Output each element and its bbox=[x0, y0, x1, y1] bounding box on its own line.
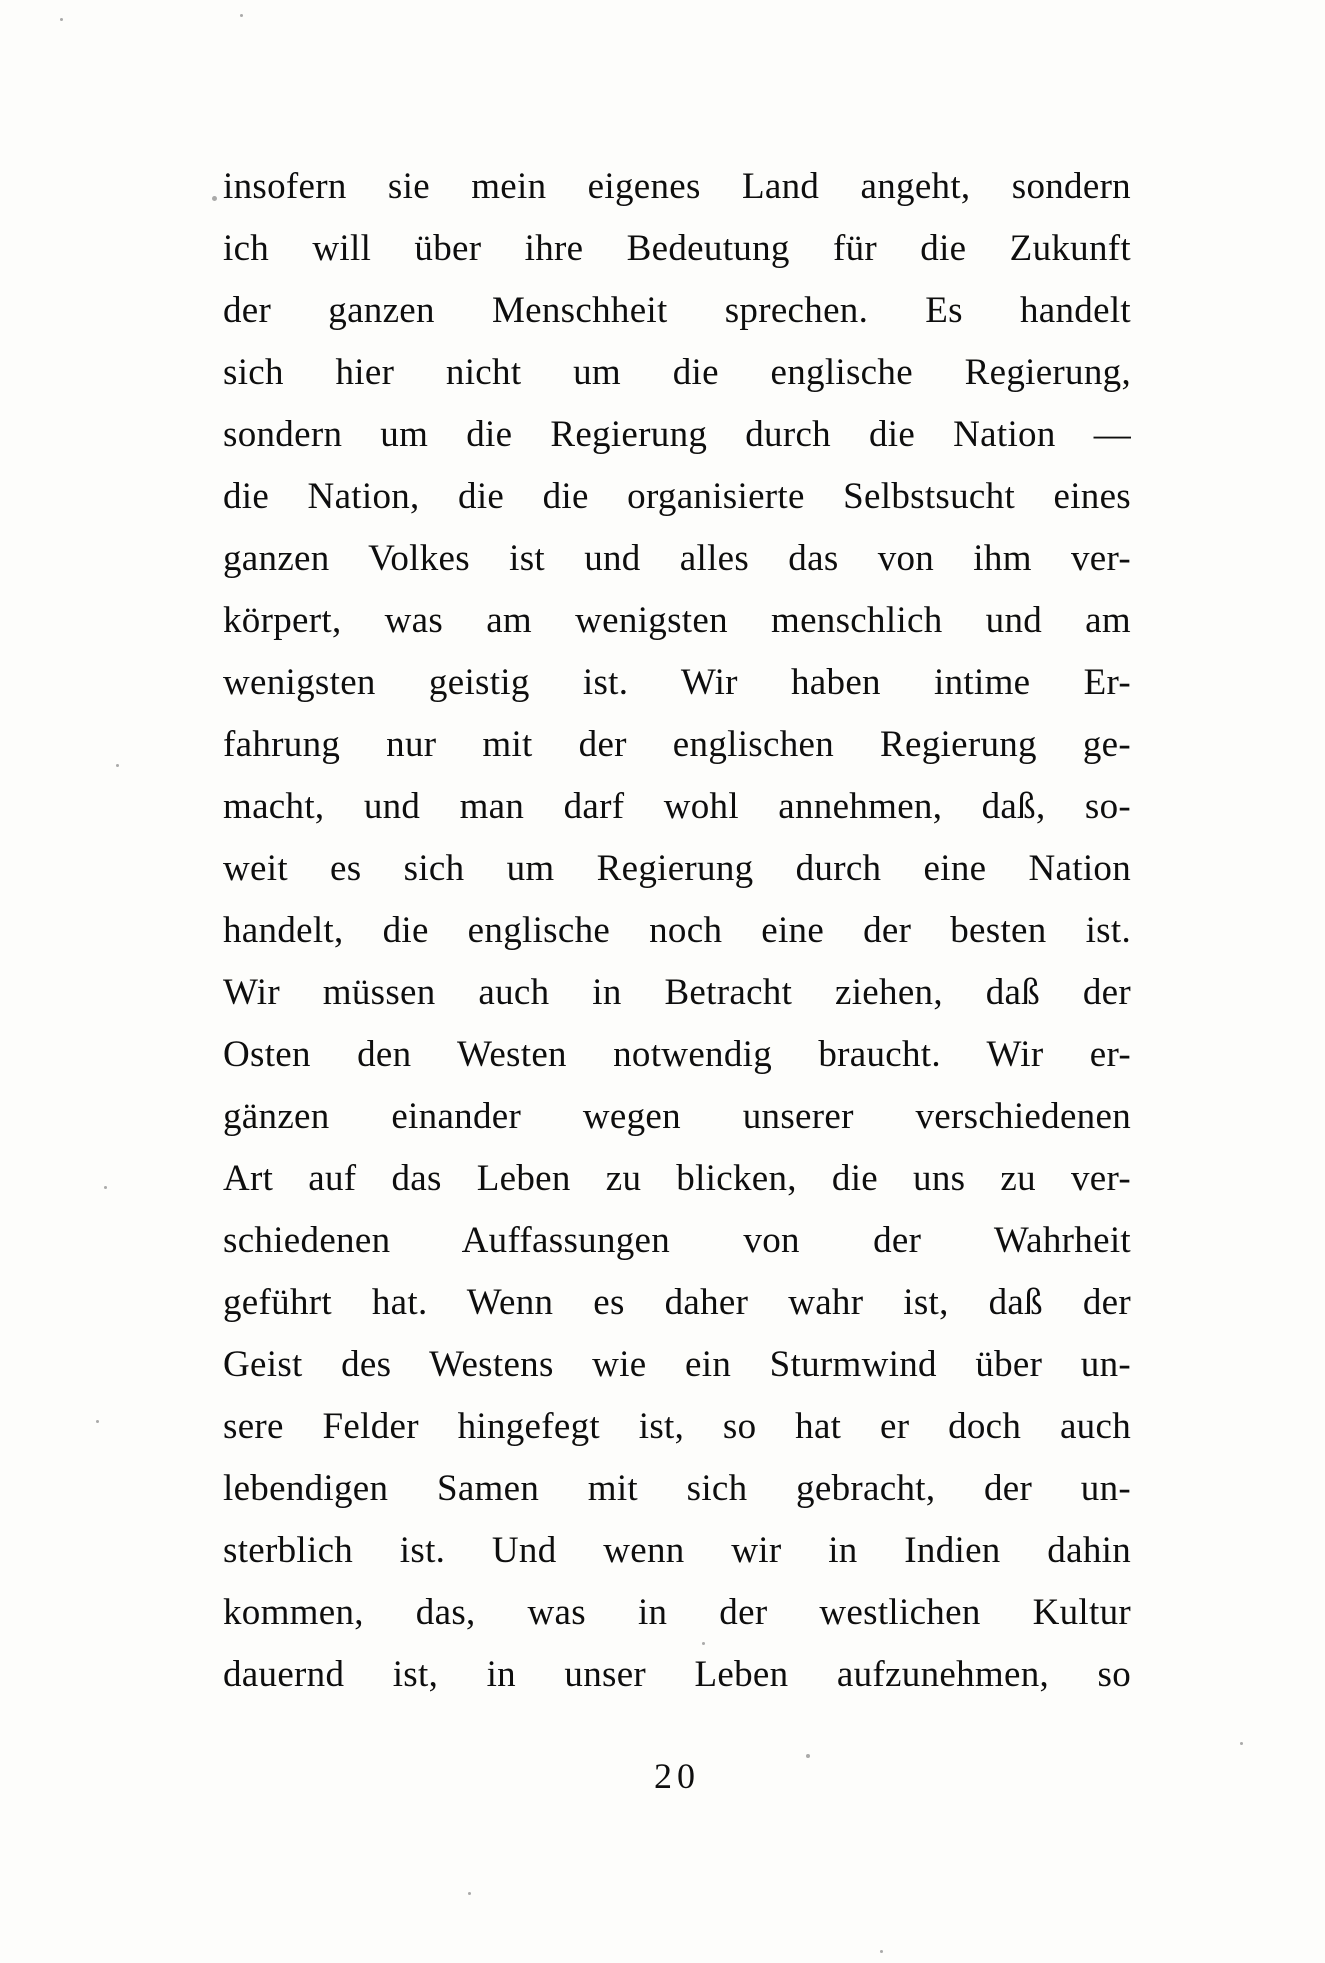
text-line: sere Felder hingefegt ist, so hat er doch auch bbox=[223, 1406, 1131, 1447]
text-line: weit es sich um Regierung durch eine Nation bbox=[223, 848, 1131, 889]
text-line: dauernd ist, in unser Leben aufzunehmen, so bbox=[223, 1654, 1131, 1695]
text-line: der ganzen Menschheit sprechen. Es handelt bbox=[223, 290, 1131, 331]
text-line: fahrung nur mit der englischen Regierung ge- bbox=[223, 724, 1131, 765]
page-number: 20 bbox=[654, 1756, 700, 1796]
text-line: gänzen einander wegen unserer verschiedenen bbox=[223, 1096, 1131, 1137]
text-line: Geist des Westens wie ein Sturmwind über un- bbox=[223, 1344, 1131, 1385]
text-line: wenigsten geistig ist. Wir haben intime Er- bbox=[223, 662, 1131, 703]
text-line: lebendigen Samen mit sich gebracht, der un- bbox=[223, 1468, 1131, 1509]
text-line: sondern um die Regierung durch die Nation — bbox=[223, 414, 1131, 455]
text-line: insofern sie mein eigenes Land angeht, sondern bbox=[223, 166, 1131, 207]
text-line: ich will über ihre Bedeutung für die Zukunft bbox=[223, 228, 1131, 269]
scan-speck bbox=[116, 764, 119, 767]
text-line: kommen, das, was in der westlichen Kultur bbox=[223, 1592, 1131, 1633]
scan-speck bbox=[702, 1642, 705, 1645]
scan-speck bbox=[96, 1420, 99, 1423]
text-line: handelt, die englische noch eine der besten ist. bbox=[223, 910, 1131, 951]
text-line: macht, und man darf wohl annehmen, daß, so- bbox=[223, 786, 1131, 827]
text-line: Osten den Westen notwendig braucht. Wir er- bbox=[223, 1034, 1131, 1075]
text-line: geführt hat. Wenn es daher wahr ist, daß der bbox=[223, 1282, 1131, 1323]
text-line: ganzen Volkes ist und alles das von ihm ver- bbox=[223, 538, 1131, 579]
text-line: Wir müssen auch in Betracht ziehen, daß der bbox=[223, 972, 1131, 1013]
scan-speck bbox=[806, 1754, 810, 1758]
scan-speck bbox=[104, 1186, 107, 1189]
scan-speck bbox=[1240, 1742, 1243, 1745]
text-line: schiedenen Auffassungen von der Wahrheit bbox=[223, 1220, 1131, 1261]
scan-speck bbox=[60, 18, 63, 21]
text-line: körpert, was am wenigsten menschlich und am bbox=[223, 600, 1131, 641]
text-line: die Nation, die die organisierte Selbstsucht eines bbox=[223, 476, 1131, 517]
scan-speck bbox=[212, 196, 217, 201]
text-line: sterblich ist. Und wenn wir in Indien dahin bbox=[223, 1530, 1131, 1571]
text-line: Art auf das Leben zu blicken, die uns zu ver- bbox=[223, 1158, 1131, 1199]
scan-speck bbox=[468, 1892, 471, 1895]
text-line: sich hier nicht um die englische Regierung, bbox=[223, 352, 1131, 393]
scan-speck bbox=[240, 14, 243, 17]
scan-speck bbox=[880, 1950, 883, 1953]
body-text-block bbox=[223, 156, 1131, 1706]
